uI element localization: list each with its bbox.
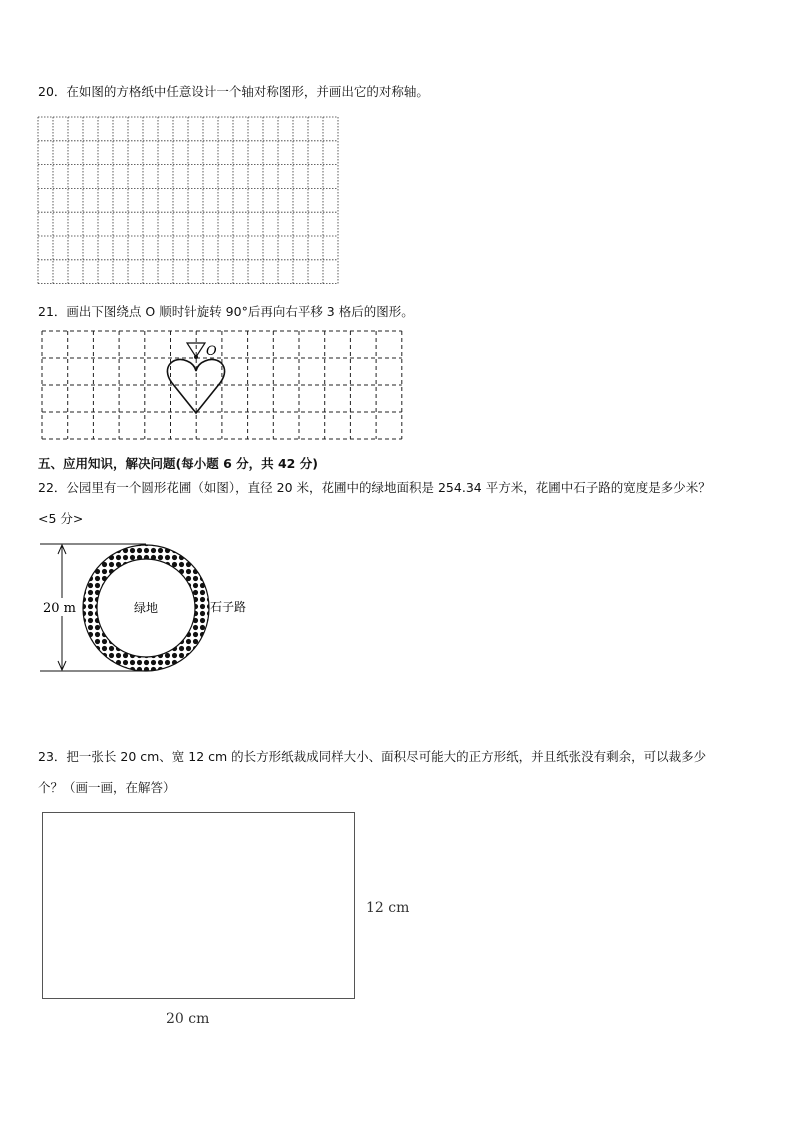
question-22-text: 22．公园里有一个圆形花圃（如图），直径 20 米，花圃中的绿地面积是 254.34 平方米，花圃中石子路的宽度是多少米？ [38, 480, 711, 495]
question-20-text: 20．在如图的方格纸中任意设计一个轴对称图形，并画出它的对称轴。 [38, 84, 429, 99]
point-o-label: O [206, 344, 217, 359]
circle-garden-diagram [38, 540, 278, 680]
question-21-text: 21．画出下图绕点 O 顺时针旋转 90°后再向右平移 3 格后的图形。 [38, 304, 414, 319]
question-22-score: <5 分> [38, 511, 84, 526]
point-o-dot [194, 355, 198, 359]
stone-path-label: 石子路 [210, 600, 247, 614]
question-23-text-line2: 个？（画一画，在解答） [38, 780, 176, 795]
question-23-text-line1: 23．把一张长 20 cm、宽 12 cm 的长方形纸裁成同样大小、面积尽可能大的正方形纸，并且纸张没有剩余，可以裁多少 [38, 749, 707, 764]
section-5-title: 五、应用知识，解决问题(每小题 6 分，共 42 分) [38, 456, 318, 471]
diameter-label: 20 m [43, 601, 77, 616]
dashed-grid-q21 [42, 331, 402, 441]
length-label: 20 cm [166, 1011, 210, 1027]
green-area-label: 绿地 [133, 601, 159, 615]
width-label: 12 cm [366, 900, 410, 916]
dotted-grid-q20 [38, 117, 338, 287]
rectangle-paper [42, 812, 355, 999]
